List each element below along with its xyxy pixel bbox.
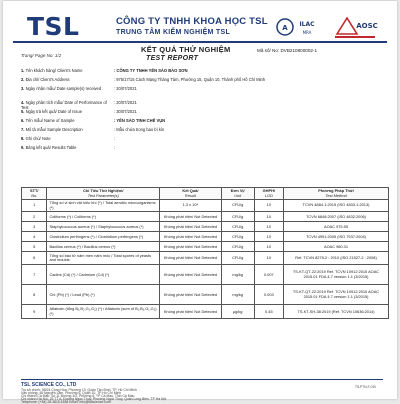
info-value: : <box>114 145 116 150</box>
header-label-en: No. <box>31 192 38 198</box>
table-row <box>22 252 389 265</box>
cell-param: Clostridium perfringens (*) / Clostridium perfringens (*) <box>47 232 160 242</box>
header-label-vi: GHPH/ <box>262 188 275 193</box>
info-label-text: Tên khách hàng/ Client's Name <box>25 68 83 73</box>
page-number: Trang/ Page No: 1/2 <box>21 53 62 58</box>
cell-lod: 10 <box>254 232 283 242</box>
table-row <box>22 222 389 232</box>
info-label-text: Ngày phân tích mẫu/ Date of Performance of Test <box>21 100 107 110</box>
cell-lod: 0.003 <box>254 285 283 305</box>
info-value: : 20/07/2021 <box>114 100 137 105</box>
header-label-vi: Đơn Vị/ <box>230 188 245 193</box>
cell-method: TS-KT-QT-22:2019 Ref. TCVN 10912:2015 AOAC 2015.01 FDA 4.7 version 1.1 (3/2015) <box>284 265 389 285</box>
svg-text:AOSC: AOSC <box>356 22 378 30</box>
cell-no: 6 <box>22 252 47 265</box>
cell-unit: CFU/g <box>221 200 254 212</box>
header-label-vi: Phương Pháp Thử/ <box>318 188 354 193</box>
footer-divider <box>21 379 383 380</box>
info-number: 6. <box>21 118 26 123</box>
cell-result: Không phát hiện/ Not Detected <box>160 305 222 319</box>
cell-lod: 10 <box>254 200 283 212</box>
svg-text:ILAC: ILAC <box>299 21 315 28</box>
cell-method: TS-KT-QT-22:2019 Ref. TCVN 10912:2015 AOAC 2015.01 FDA 4.7 version 1.1 (3/2015) <box>284 285 389 305</box>
cell-result: Không phát hiện/ Not Detected <box>160 212 222 222</box>
header-label-en: Test Parameter(s) <box>87 192 119 198</box>
info-label-text: Địa chỉ/ Client's Address <box>25 77 70 82</box>
cell-param: Tổng số vi sinh vật hiếu khí (*) / Total aerobic microorganisms (*) <box>47 200 160 212</box>
svg-text:A: A <box>282 24 288 32</box>
info-label <box>21 77 109 82</box>
footer-line: Trụ sở chính: 58/24 Cộng Hòa, Phường 13, Quận Tân Bình, TP. Hồ Chí Minh <box>21 388 137 392</box>
cell-param: Cadimi (Cd) (*) / Cadmium (Cd) (*) <box>47 265 160 285</box>
footer-company: TSL SCIENCE CO., LTD <box>21 382 77 388</box>
cell-param: Tổng số bào tử nấm men nấm mốc / Total spores of yeasts and moulds <box>47 252 160 265</box>
table-header-cell <box>47 188 160 200</box>
table-header-row <box>22 188 389 200</box>
info-number: 5. <box>21 109 26 114</box>
form-code: TS-PTN-F-010 <box>355 385 376 389</box>
table-body <box>22 200 389 319</box>
info-label-text: Bảng kết quả/ Results Table <box>25 145 77 150</box>
footer-line: Văn phòng: 48 Nguyễn Lâm, Phường 6, Quận 10, TP Hồ Chí Minh <box>21 391 122 395</box>
cell-result: Không phát hiện/ Not Detected <box>160 232 222 242</box>
cell-method: AOAC 975.55 <box>284 222 389 232</box>
table-header-cell <box>284 188 389 200</box>
company-name: CÔNG TY TNHH KHOA HỌC TSL <box>116 16 268 27</box>
info-label-text: Ghi chú/ Note <box>25 136 51 141</box>
info-value: : <box>114 136 116 141</box>
cell-result: Không phát hiện/ Not Detected <box>160 242 222 252</box>
header-label-en: Unit <box>234 192 242 198</box>
info-label-text: Mô tả mẫu/ Sample Description <box>25 127 83 132</box>
results-table <box>21 187 389 319</box>
cell-no: 2 <box>22 212 47 222</box>
cell-method: Ref. TCVN 8275-2 : 2010 (ISO 21527-2 : 2008) <box>284 252 389 265</box>
cell-lod: 10 <box>254 212 283 222</box>
cell-result: Không phát hiện/ Not Detected <box>160 265 222 285</box>
table-row <box>22 305 389 319</box>
header-label-en: Result <box>184 192 196 198</box>
cell-result: Không phát hiện/ Not Detected <box>160 285 222 305</box>
footer-line: Telephone: (+84) 28.3815.4538 Email: info@tslscience.com <box>21 400 111 404</box>
cell-no: 9 <box>22 305 47 319</box>
table-row <box>22 212 389 222</box>
report-title-en: TEST REPORT <box>146 55 199 62</box>
cell-unit: CFU/g <box>221 212 254 222</box>
cell-unit: mg/kg <box>221 285 254 305</box>
cell-no: 4 <box>22 232 47 242</box>
footer-line: Chi nhánh Cà Mau: Số 11 Đường 3/2, Phường 6, TP Cà Mau, Tỉnh Cà Mau <box>21 394 135 398</box>
info-label <box>21 136 109 141</box>
table-header-cell <box>221 188 254 200</box>
table-row <box>22 285 389 305</box>
cell-method: TCVN 4884-1:2015 (ISO 4833-1:2013) <box>284 200 389 212</box>
cell-result: 1,3 x 10⁴ <box>160 200 222 212</box>
cell-no: 1 <box>22 200 47 212</box>
accreditation-badge-icon <box>275 16 323 38</box>
cell-result: Không phát hiện/ Not Detected <box>160 252 222 265</box>
cell-param: Aflatoxin (tổng B₁,B₂,G₁,G₂) (*) / Aflatoxin (sum of B₁,B₂,G₁,G₂) (*) <box>47 305 160 319</box>
header-label-en: Test Method <box>325 192 347 198</box>
header-label-vi: Chỉ Tiêu Thử Nghiệm/ <box>83 188 124 193</box>
cell-no: 8 <box>22 285 47 305</box>
info-value: : Mẫu chứa trong bao bì kín <box>114 127 165 132</box>
cell-unit: CFU/g <box>221 252 254 265</box>
cell-lod: 10 <box>254 242 283 252</box>
cell-unit: CFU/g <box>221 242 254 252</box>
info-number: 8. <box>21 136 26 141</box>
info-number: 2. <box>21 77 26 82</box>
info-value: : CÔNG TY TNHH YẾN SÀO BẢO SƠN <box>114 68 188 73</box>
cell-lod: 10 <box>254 222 283 232</box>
cell-no: 3 <box>22 222 47 232</box>
cell-lod: 10 <box>254 252 283 265</box>
cell-unit: µg/kg <box>221 305 254 319</box>
header-label-en: LOD <box>264 192 273 198</box>
cell-method: TCVN 4991:2005 (ISO 7937:2004) <box>284 232 389 242</box>
cell-param: Coliforms (*) / Coliforms (*) <box>47 212 160 222</box>
cell-no: 5 <box>22 242 47 252</box>
info-label <box>21 145 109 150</box>
info-label <box>21 127 109 132</box>
cell-lod: 0.45 <box>254 305 283 319</box>
cell-unit: mg/kg <box>221 265 254 285</box>
table-row <box>22 232 389 242</box>
cell-param: Chì (Pb) (*) / Lead (Pb) (*) <box>47 285 160 305</box>
cell-method: TS-KT-SH-38:2019 (Ref. TCVN 10636:2014) <box>284 305 389 319</box>
info-label-text: Tên mẫu/ Name of Sample <box>25 118 75 123</box>
info-label <box>21 86 109 91</box>
info-value: : 30/07/2021 <box>114 109 137 114</box>
info-label-text: Ngày trả kết quả/ Date of Issue <box>25 109 82 114</box>
cell-no: 7 <box>22 265 47 285</box>
cell-method: AOAC 980.31 <box>284 242 389 252</box>
cell-unit: CFU/g <box>221 222 254 232</box>
header-divider <box>13 41 387 43</box>
info-label-text: Ngày nhận mẫu/ Date sample(s) received <box>25 86 102 91</box>
info-value: : 975/17/15 Cách Mạng Tháng Tám, Phường 15, Quận 10, Thành phố Hồ Chí Minh <box>114 77 266 82</box>
svg-text:MRA: MRA <box>302 30 312 35</box>
cell-result: Không phát hiện/ Not Detected <box>160 222 222 232</box>
table-row <box>22 200 389 212</box>
table-row <box>22 265 389 285</box>
info-number: 3. <box>21 86 26 91</box>
info-label <box>21 118 109 123</box>
header-label-vi: Kết Quả/ <box>182 188 199 193</box>
table-header-cell <box>22 188 47 200</box>
report-number: Mã số/ No: DVB210800002-1 <box>257 48 318 53</box>
table-header-cell <box>254 188 283 200</box>
header-label-vi: STT/ <box>30 188 39 193</box>
cell-param: Bacillus cereus (*) / Bacillus cereus (*) <box>47 242 160 252</box>
info-number: 7. <box>21 127 26 132</box>
info-number: 4. <box>21 100 26 105</box>
info-label <box>21 68 109 73</box>
report-title-vi: KẾT QUẢ THỬ NGHIỆM <box>141 45 231 54</box>
cell-unit: CFU/g <box>221 232 254 242</box>
cell-param: Staphylococcus aureus (*) / Staphylococcus aureus (*) <box>47 222 160 232</box>
aosc-badge-icon <box>331 14 379 40</box>
table-header-cell <box>160 188 222 200</box>
center-name: TRUNG TÂM KIỂM NGHIỆM TSL <box>116 29 231 36</box>
footer-line: Chi nhánh Hà Nội: 29 TT A, Đường Ngọc Thụy, Phường Ngọc Thụy, Quận Long Biên, TP Hà Nội <box>21 397 167 401</box>
info-number: 9. <box>21 145 26 150</box>
info-number: 1. <box>21 68 26 73</box>
info-value: : YẾN SÀO TINH CHẾ VỤN <box>114 118 166 123</box>
cell-lod: 0.007 <box>254 265 283 285</box>
company-logo: TSL <box>27 12 80 41</box>
table-row <box>22 242 389 252</box>
cell-method: TCVN 6848:2007 (ISO 4832:2006) <box>284 212 389 222</box>
test-report-page <box>3 1 397 404</box>
info-value: : 20/07/2021 <box>114 86 137 91</box>
info-label <box>21 109 109 114</box>
